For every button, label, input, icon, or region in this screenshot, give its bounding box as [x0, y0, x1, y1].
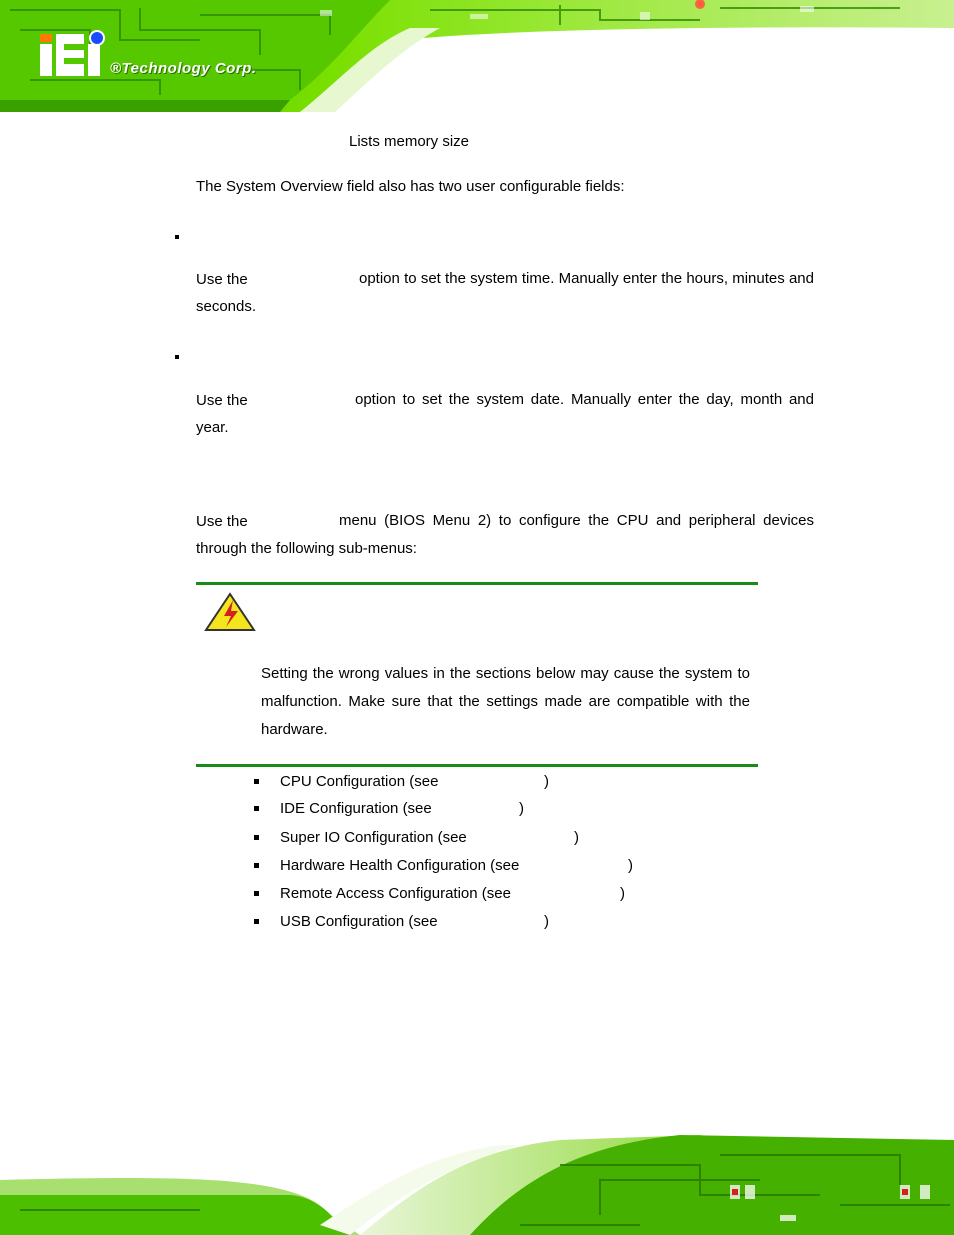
- time-para-start: Use the: [196, 271, 248, 288]
- list-item-close: ): [544, 773, 549, 790]
- list-bullet: [254, 919, 259, 924]
- logo-tagline: ®Technology Corp.: [110, 60, 257, 77]
- list-item-usb-config: USB Configuration (see: [280, 913, 438, 930]
- list-bullet: [254, 806, 259, 811]
- list-bullet: [254, 779, 259, 784]
- bullet-marker: [175, 355, 179, 359]
- circuit-board-banner: [0, 0, 954, 112]
- circuit-board-footer: [0, 1125, 954, 1235]
- warning-text: Setting the wrong values in the sections below may cause the system to malfunction. Make sure that the settings made are compatible with the hardware.: [261, 665, 750, 738]
- memory-size-label: Lists memory size: [349, 133, 470, 150]
- page-footer: [0, 1125, 954, 1235]
- menu-para-start: Use the: [196, 513, 248, 530]
- list-item-ide-config: IDE Configuration (see: [280, 800, 432, 817]
- list-item-close: ): [519, 800, 524, 817]
- list-item-hwhealth-config: Hardware Health Configuration (see: [280, 857, 520, 874]
- list-item-cpu-config: CPU Configuration (see: [280, 773, 439, 790]
- overview-intro: The System Overview field also has two user configurable fields:: [196, 178, 625, 195]
- list-bullet: [254, 835, 259, 840]
- warning-top-rule: [196, 582, 758, 585]
- list-item-close: ): [574, 829, 579, 846]
- date-para-start: Use the: [196, 392, 248, 409]
- date-para: option to set the system date. Manually enter the day, month and year.: [196, 391, 814, 436]
- time-para: option to set the system time. Manually enter the hours, minutes and seconds.: [196, 270, 814, 315]
- warning-bottom-rule: [196, 764, 758, 767]
- menu-para: menu (BIOS Menu 2) to configure the CPU and peripheral devices through the following sub-menus:: [196, 512, 814, 557]
- bullet-marker: [175, 235, 179, 239]
- warning-icon: [204, 592, 256, 632]
- list-item-close: ): [628, 857, 633, 874]
- logo: [38, 30, 108, 78]
- list-item-remote-config: Remote Access Configuration (see: [280, 885, 511, 902]
- list-item-close: ): [620, 885, 625, 902]
- list-item-close: ): [544, 913, 549, 930]
- page-header: [0, 0, 954, 112]
- list-bullet: [254, 863, 259, 868]
- list-item-superio-config: Super IO Configuration (see: [280, 829, 467, 846]
- list-bullet: [254, 891, 259, 896]
